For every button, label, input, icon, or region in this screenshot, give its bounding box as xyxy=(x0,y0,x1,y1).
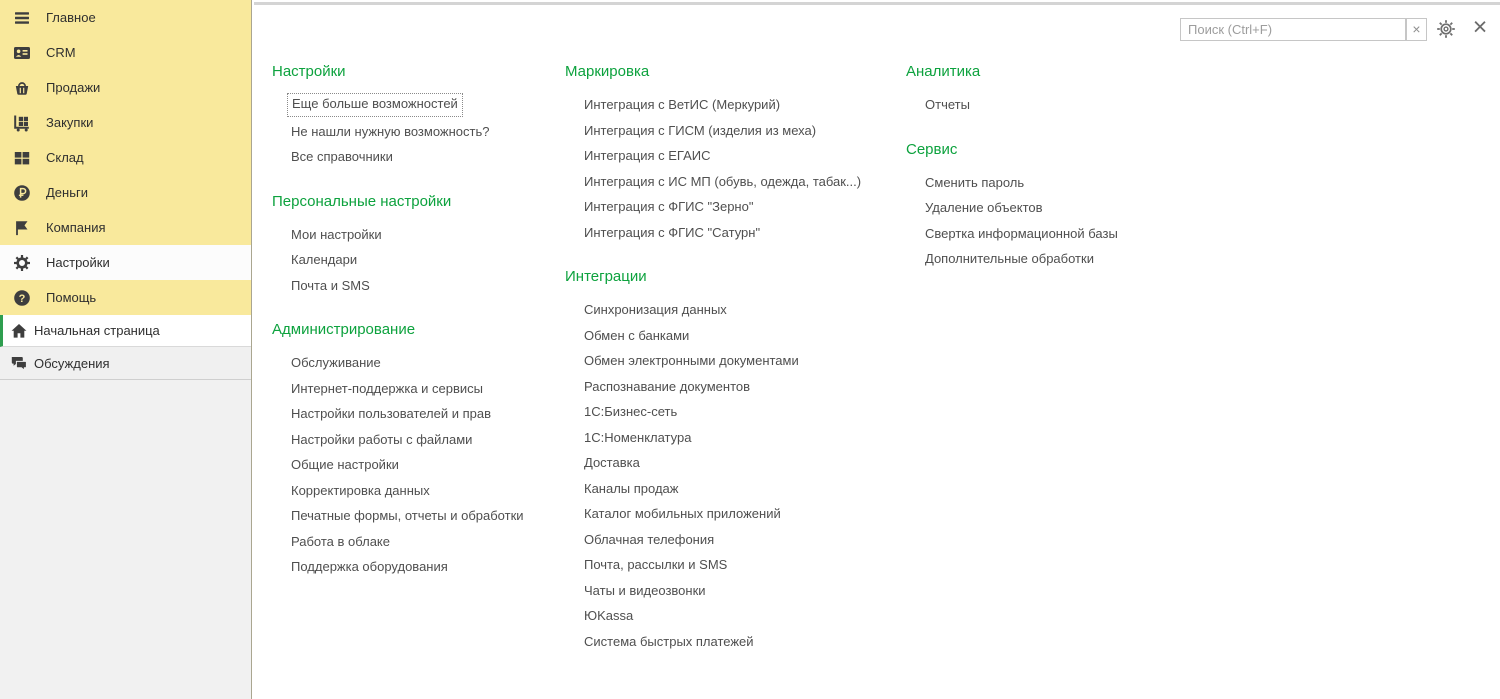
menu-link[interactable]: Система быстрых платежей xyxy=(584,633,754,649)
ruble-icon xyxy=(13,184,31,202)
section-items xyxy=(272,351,557,581)
menu-link[interactable]: Каналы продаж xyxy=(584,480,679,496)
section-title: Настройки xyxy=(272,63,346,80)
sidebar-item-purchases[interactable] xyxy=(0,105,251,140)
menu-link[interactable]: Облачная телефония xyxy=(584,531,715,547)
menu-link[interactable]: Интеграция с ИС МП (обувь, одежда, табак...) xyxy=(584,173,862,189)
section-items xyxy=(906,93,1206,119)
sidebar-item-home[interactable] xyxy=(0,315,251,347)
menu-link[interactable]: Обслуживание xyxy=(291,355,381,370)
menu-link[interactable]: Распознавание документов xyxy=(584,378,751,394)
menu-link[interactable]: Обмен с банками xyxy=(584,327,690,343)
section-analytics xyxy=(906,63,1206,119)
menu-link[interactable]: ЮKassa xyxy=(584,608,634,623)
section-settings xyxy=(272,63,557,171)
search-clear-button[interactable]: × xyxy=(1406,18,1427,41)
window-top-divider xyxy=(254,2,1500,5)
section-items xyxy=(565,93,900,246)
section-items xyxy=(272,93,557,171)
section-title: Аналитика xyxy=(906,63,981,80)
section-items xyxy=(906,171,1206,273)
sidebar-item-label: Настройки xyxy=(46,255,110,270)
menu-link[interactable]: Не нашли нужную возможность? xyxy=(291,123,490,139)
sidebar-item-label: Начальная страница xyxy=(34,323,160,338)
section-items xyxy=(565,298,900,655)
section-administration xyxy=(272,321,557,581)
menu-link[interactable]: Удаление объектов xyxy=(925,200,1043,215)
menu-link[interactable]: Печатные формы, отчеты и обработки xyxy=(291,508,524,523)
cart-icon xyxy=(13,114,31,132)
menu-link[interactable]: Настройки пользователей и прав xyxy=(291,406,492,421)
home-icon xyxy=(10,322,28,340)
sidebar-item-crm[interactable] xyxy=(0,35,251,70)
help-icon xyxy=(13,289,31,307)
menu-link[interactable]: Сменить пароль xyxy=(925,174,1025,190)
sidebar-item-sales[interactable] xyxy=(0,70,251,105)
sidebar-empty-area xyxy=(0,380,251,699)
menu-link[interactable]: Все справочники xyxy=(291,149,393,164)
sidebar-item-label: Склад xyxy=(46,150,84,165)
menu-link[interactable]: Общие настройки xyxy=(291,457,399,472)
menu-link[interactable]: Каталог мобильных приложений xyxy=(584,506,781,521)
sidebar-item-settings[interactable] xyxy=(0,245,251,280)
menu-link[interactable]: Работа в облаке xyxy=(291,533,390,549)
section-items xyxy=(272,223,557,300)
sidebar-item-label: Продажи xyxy=(46,80,101,95)
menu-link[interactable]: Мои настройки xyxy=(291,226,382,242)
menu-column-1 xyxy=(272,63,557,603)
section-title: Маркировка xyxy=(565,63,650,80)
sidebar-item-money[interactable] xyxy=(0,175,251,210)
menu-link[interactable]: Отчеты xyxy=(925,97,970,112)
section-service xyxy=(906,141,1206,273)
menu-column-3 xyxy=(906,63,1206,295)
menu-link[interactable]: Дополнительные обработки xyxy=(925,251,1094,266)
sidebar-item-main[interactable] xyxy=(0,0,251,35)
menu-link[interactable]: Корректировка данных xyxy=(291,482,430,498)
close-icon[interactable]: × xyxy=(1472,13,1488,41)
menu-column-2 xyxy=(565,63,900,677)
menu-link[interactable]: Обмен электронными документами xyxy=(584,353,799,368)
section-title: Сервис xyxy=(906,140,958,158)
flag-icon xyxy=(13,219,31,237)
menu-link[interactable]: Интеграция с ФГИС "Сатурн" xyxy=(584,224,761,240)
menu-link[interactable]: Синхронизация данных xyxy=(584,302,727,317)
section-title: Персональные настройки xyxy=(272,192,452,210)
sidebar-item-label: CRM xyxy=(46,45,76,60)
menu-link[interactable]: Свертка информационной базы xyxy=(925,225,1118,241)
section-title: Администрирование xyxy=(272,321,416,338)
menu-link[interactable]: Интеграция с ФГИС "Зерно" xyxy=(584,199,754,214)
svg-text:?: ? xyxy=(18,292,26,305)
sidebar-item-label: Главное xyxy=(46,10,96,25)
menu-link[interactable]: 1С:Номенклатура xyxy=(584,429,692,445)
menu-link[interactable]: Почта, рассылки и SMS xyxy=(584,557,728,572)
menu-link[interactable]: Чаты и видеозвонки xyxy=(584,582,706,598)
sidebar-item-warehouse[interactable] xyxy=(0,140,251,175)
basket-icon xyxy=(13,79,31,97)
menu-link[interactable]: 1С:Бизнес-сеть xyxy=(584,404,678,419)
menu-link[interactable]: Интернет-поддержка и сервисы xyxy=(291,380,484,396)
settings-gear-icon[interactable] xyxy=(1436,19,1456,39)
menu-link[interactable]: Интеграция с ЕГАИС xyxy=(584,148,711,163)
sidebar-item-label: Закупки xyxy=(46,115,94,130)
discussions-icon xyxy=(10,354,28,372)
sidebar-item-label: Деньги xyxy=(46,185,88,200)
menu-link[interactable]: Интеграция с ГИСМ (изделия из меха) xyxy=(584,122,817,138)
section-title: Интеграции xyxy=(565,268,647,285)
menu-link[interactable]: Еще больше возможностей xyxy=(287,93,463,117)
menu-link[interactable]: Календари xyxy=(291,252,358,267)
crm-icon xyxy=(13,44,31,62)
sidebar-item-label: Обсуждения xyxy=(34,355,110,371)
sidebar-item-label: Помощь xyxy=(46,290,97,305)
sidebar-item-label: Компания xyxy=(46,220,106,235)
menu-link[interactable]: Поддержка оборудования xyxy=(291,559,448,574)
sidebar xyxy=(0,0,252,699)
gear-icon xyxy=(13,254,31,272)
sidebar-item-discussions[interactable] xyxy=(0,347,251,380)
sidebar-item-company[interactable] xyxy=(0,210,251,245)
menu-link[interactable]: Доставка xyxy=(584,455,640,470)
section-marking xyxy=(565,63,900,246)
search-input[interactable] xyxy=(1180,18,1406,41)
warehouse-icon xyxy=(13,149,31,167)
menu-link[interactable]: Интеграция с ВетИС (Меркурий) xyxy=(584,97,781,112)
section-personal-settings xyxy=(272,193,557,300)
menu-link[interactable]: Настройки работы с файлами xyxy=(291,431,473,447)
menu-icon xyxy=(13,9,31,27)
sidebar-item-help[interactable] xyxy=(0,280,251,315)
section-integrations xyxy=(565,268,900,655)
menu-link[interactable]: Почта и SMS xyxy=(291,277,370,293)
